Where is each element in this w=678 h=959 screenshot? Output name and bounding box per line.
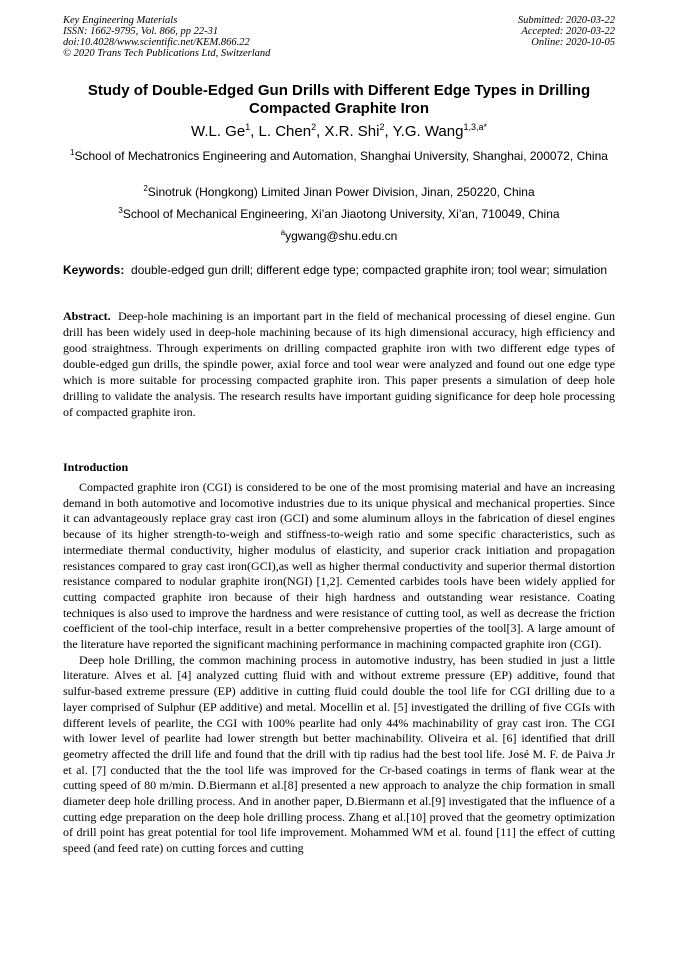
affiliation <box>63 206 615 222</box>
author-name: W.L. Ge <box>191 123 246 140</box>
author-separator: , <box>384 123 393 140</box>
paper-title: Study of Double-Edged Gun Drills with Different Edge Types in Drilling Compacted Graphite Iron <box>87 82 591 117</box>
abstract-text: Deep-hole machining is an important part in the field of mechanical processing of diesel engine. Gun drill has been widely used in deep-hole machining because of its high dimensional accuracy, high efficiency and good straightness. Through experiments on drilling compacted graphite iron with two different edge types of double-edged gun drills, the spindle power, axial force and tool wear were analyzed and found out one edge type which is more suitable for processing compacted graphite iron. This paper presents a simulation of deep hole drilling to validate the analysis. The research results have important guiding significance for deep hole processing of compacted graphite iron. <box>63 309 615 419</box>
author-affiliation-mark: 2 <box>311 122 317 132</box>
paragraph: Deep hole Drilling, the common machining process in automotive industry, has been studied in just a little literature. Alves et al. [4] analyzed cutting fluid with and without extreme pressure (EP) additive, found that sulfur-based extreme pressure (EP) additive in cutting fluid could double the tool life for CGI drilling due to a layer comprised of Sulphur (EP additive) and metal. Mocellin et al. [5] investigated the drilling of five CGIs with different levels of pearlite, the CGI with 100% pearlite had only 44% machinability of gray cast iron. The CGI with lower level of pearlite had lower strength but better machinability. Oliveira et al. [6] identified that drill geometry affected the drill life and found that the drill with tip radius had the best tool life. José M. F. de Paiva Jr et al. [7] conducted that the the tool life was improved for the Cr-based coatings in terms of flank wear at the cutting speed of 80 m/min. D.Biermann et al.[8] presented a new approach to analyze the chip formation in small diameter deep hole drilling process. And in another paper, D.Biermann et al.[9] investigated that the influence of a cutting edge preparation on the deep hole drilling process. Zhang et al.[10] proved that the geometry optimization of drill point has great potential for tool life improvement. Mohammed WM et al. found [11] the effect of cutting speed (and feed rate) on cutting forces and cutting <box>63 652 615 856</box>
abstract-label: Abstract. <box>63 309 111 323</box>
paragraph: Compacted graphite iron (CGI) is considered to be one of the most promising material and have an increasing demand in both automotive and locomotive industries due to its unique physical and mechanical properties. Since it can advantageously replace gray cast iron (GCI) and some aluminum alloys in the fabrication of diesel engines because of its higher strength-to-weigh and stiffness-to-weigh ratio and some specific characteristics, such as intermediate thermal conductivity, higher modulus of elasticity, and superior crack initiation and propagation resistances compared to gray cast iron(GCI),as well as higher thermal conductivity and superior thermal distortion resistance compared to nodular graphite iron(NGI) [1,2]. Cemented carbides tools have been widely applied for cutting compacted graphite iron because of their high hardness and outstanding wear resistance. Coating techniques is also used to improve the hardness and were resistance of cutting tool, as well as decrease the friction coefficient of the tool-chip interface, result in a better comprehensive properties of the tool[3]. A large amount of the literature have reported the significant machining performance in machining compacted graphite iron (CGI). <box>63 480 615 652</box>
affiliation-text: School of Mechanical Engineering, Xi’an Jiaotong University, Xi’an, 710049, China <box>122 207 560 221</box>
journal-name: Key Engineering Materials <box>63 15 178 26</box>
abstract <box>63 308 615 420</box>
author-name: X.R. Shi <box>324 123 380 140</box>
author-list <box>50 122 628 142</box>
affiliation <box>63 148 615 164</box>
affiliation-mark: 2 <box>143 184 148 193</box>
doi-line: doi:10.4028/www.scientific.net/KEM.866.22 <box>63 37 250 48</box>
corresponding-email <box>63 228 615 244</box>
affiliation <box>63 184 615 200</box>
author-affiliation-mark: 1,3,a* <box>463 122 487 132</box>
author-name: L. Chen <box>258 123 312 140</box>
email-text: ygwang@shu.edu.cn <box>285 229 398 243</box>
journal-info <box>63 15 270 59</box>
affiliation-text: School of Mechatronics Engineering and Automation, Shanghai University, Shanghai, 200072, China <box>74 149 608 163</box>
keywords-text: double-edged gun drill; different edge type; compacted graphite iron; tool wear; simulation <box>131 263 608 277</box>
affiliation-mark: 1 <box>70 148 75 157</box>
author-affiliation-mark: 2 <box>379 122 385 132</box>
submitted-date: Submitted: 2020-03-22 <box>517 15 615 26</box>
author-affiliation-mark: 1 <box>245 122 251 132</box>
introduction-body <box>63 480 615 857</box>
author-separator: , <box>250 123 259 140</box>
section-heading: Introduction <box>63 460 129 474</box>
keywords <box>63 262 615 278</box>
affiliation-mark: 3 <box>118 206 123 215</box>
keywords-label: Keywords: <box>63 263 125 277</box>
author-separator: , <box>316 123 325 140</box>
publication-dates <box>518 15 615 48</box>
issn-line: ISSN: 1662-9795, Vol. 866, pp 22-31 <box>63 26 219 37</box>
affiliation-text: Sinotruk (Hongkong) Limited Jinan Power Division, Jinan, 250220, China <box>147 185 535 199</box>
affiliation-mark: a <box>280 228 286 237</box>
accepted-date: Accepted: 2020-03-22 <box>521 26 615 37</box>
copyright-line: © 2020 Trans Tech Publications Ltd, Switzerland <box>63 48 271 59</box>
online-date: Online: 2020-10-05 <box>531 37 615 48</box>
author-name: Y.G. Wang <box>392 123 464 140</box>
